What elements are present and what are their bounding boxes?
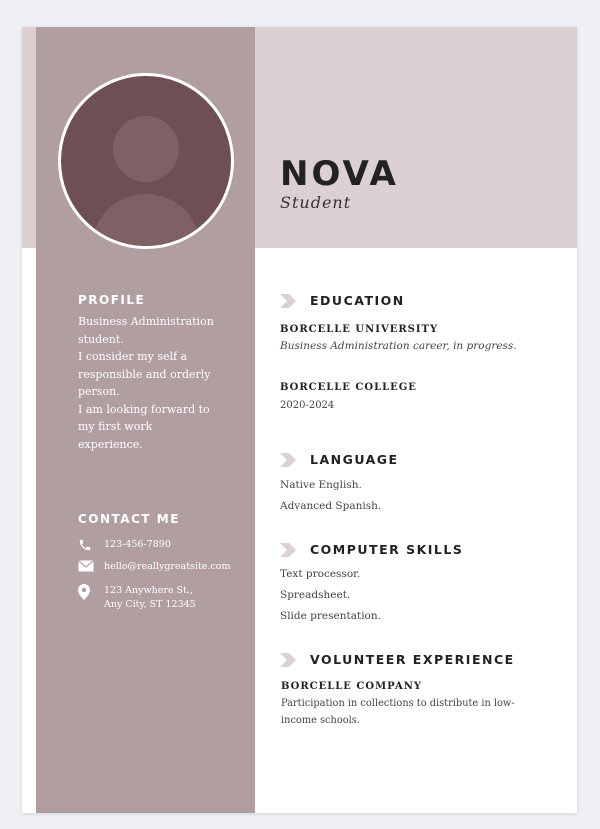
- list-item: Slide presentation.: [280, 610, 381, 622]
- resume-page: [22, 27, 577, 813]
- contact-phone-row: [78, 538, 171, 552]
- list-item: Advanced Spanish.: [280, 500, 382, 512]
- list-item: Text processor.: [280, 568, 361, 580]
- profile-text: Business Administration student. I consider my self a responsible and orderly person. I am looking forward to my first work experience.: [78, 315, 214, 451]
- contact-title: CONTACT ME: [78, 512, 180, 526]
- avatar-placeholder: [58, 73, 234, 249]
- contact-email[interactable]: hello@reallygreatsite.com: [104, 561, 231, 572]
- person-role: Student: [280, 193, 352, 212]
- location-pin-icon: [78, 584, 104, 600]
- contact-email-row: [78, 560, 230, 574]
- chevron-right-icon: [280, 294, 310, 308]
- chevron-right-icon: [280, 653, 310, 667]
- skills-title-row: [280, 542, 463, 557]
- avatar-shoulders: [93, 194, 199, 249]
- contact-address: 123 Anywhere St., Any City, ST 12345: [104, 585, 196, 610]
- contact-phone[interactable]: 123-456-7890: [104, 539, 171, 550]
- chevron-right-icon: [280, 453, 310, 467]
- person-name: NOVA: [280, 154, 399, 194]
- mail-icon: [78, 560, 104, 572]
- volunteer-company: BORCELLE COMPANY: [281, 681, 422, 692]
- education-entry-1-name: BORCELLE UNIVERSITY: [280, 324, 439, 335]
- volunteer-title-row: [280, 652, 515, 667]
- education-entry-2-name: BORCELLE COLLEGE: [280, 382, 417, 393]
- education-entry-1-detail: Business Administration career, in progress.: [280, 340, 517, 352]
- education-title: EDUCATION: [310, 293, 405, 308]
- volunteer-detail: Participation in collections to distribute in low-income schools.: [281, 698, 515, 726]
- volunteer-title: VOLUNTEER EXPERIENCE: [310, 652, 515, 667]
- avatar-head: [113, 116, 179, 182]
- phone-icon: [78, 538, 104, 552]
- language-list: [280, 475, 381, 517]
- list-item: Spreadsheet.: [280, 589, 351, 601]
- chevron-right-icon: [280, 543, 310, 557]
- skills-title: COMPUTER SKILLS: [310, 542, 464, 557]
- education-entry-2-detail: 2020-2024: [280, 400, 335, 411]
- education-title-row: [280, 293, 405, 308]
- profile-title: PROFILE: [78, 293, 146, 307]
- contact-address-row: [78, 584, 196, 612]
- language-title-row: [280, 452, 399, 467]
- language-title: LANGUAGE: [310, 452, 399, 467]
- list-item: Native English.: [280, 479, 362, 491]
- skills-list: [280, 564, 381, 627]
